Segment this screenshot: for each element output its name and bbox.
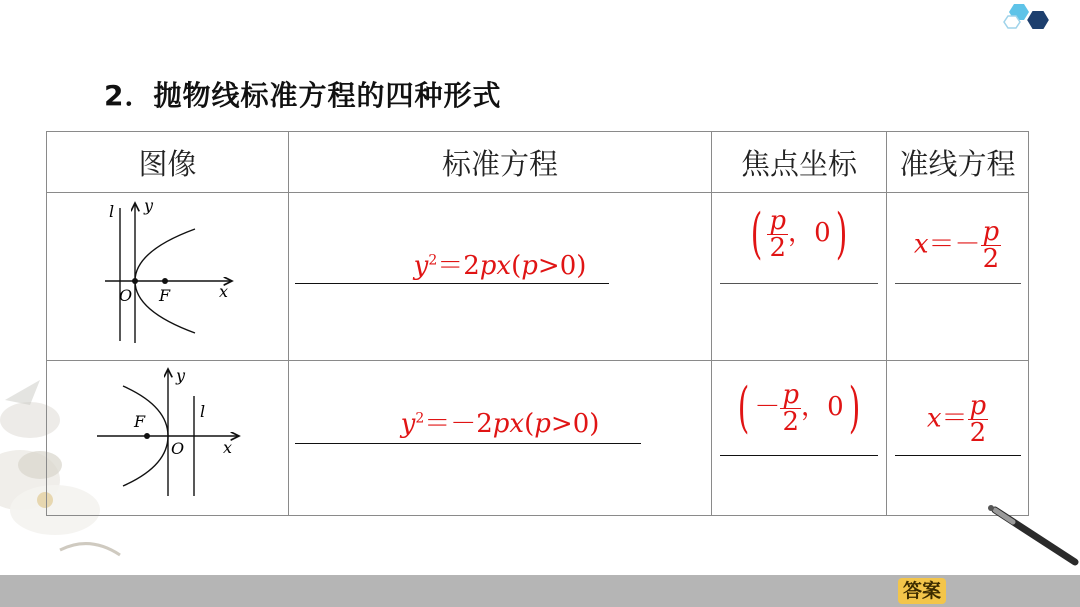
label-l: l: [200, 402, 206, 421]
parabola-right-graph: [47, 193, 287, 359]
directrix-answer: x＝ $\frac{p}{2}$: [926, 391, 987, 448]
parabola-left-graph: [47, 361, 287, 514]
directrix-cell: [887, 361, 1029, 516]
header-focus: 焦点坐标: [712, 132, 887, 193]
answer-button[interactable]: 答案: [898, 578, 946, 604]
header-directrix: 准线方程: [887, 132, 1029, 193]
answer-blank: [895, 283, 1021, 284]
focus-answer: ( $\frac{p}{2}$ ，0): [751, 202, 847, 265]
focus-cell: [712, 361, 887, 516]
equation-answer: $y^2=-2px(p>0)$: [400, 409, 600, 439]
label-focus: F: [134, 412, 146, 431]
equation-answer: $y^2=2px(p>0)$: [413, 251, 587, 281]
label-origin: O: [171, 439, 185, 458]
label-focus: F: [159, 286, 171, 305]
focus-answer: ( － $\frac{p}{2}$ ，0): [738, 376, 860, 439]
graph-cell: [47, 193, 289, 361]
brush-pen-icon: [985, 500, 1080, 580]
table-row: [47, 193, 1029, 361]
label-x: x: [223, 438, 233, 457]
label-l: l: [109, 202, 115, 221]
equation-cell: [289, 193, 712, 361]
label-origin: O: [119, 286, 133, 305]
table-row: [47, 361, 1029, 516]
graph-cell: [47, 361, 289, 516]
equation-cell: [289, 361, 712, 516]
label-y: y: [176, 366, 186, 385]
label-x: x: [219, 282, 229, 301]
directrix-answer: x＝－ $\frac{p}{2}$: [913, 217, 1000, 274]
answer-blank: [295, 283, 609, 284]
label-y: y: [144, 196, 154, 215]
answer-blank: [720, 283, 878, 284]
header-graph: 图像: [47, 132, 289, 193]
hexagon-logo-icon: [1000, 0, 1060, 40]
parabola-table: [46, 131, 1029, 516]
answer-blank: [895, 455, 1021, 456]
page-title: 2．抛物线标准方程的四种形式: [104, 79, 502, 112]
focus-cell: [712, 193, 887, 361]
table-header-row: [47, 132, 1029, 193]
answer-blank: [295, 443, 641, 444]
directrix-cell: [887, 193, 1029, 361]
header-equation: 标准方程: [289, 132, 712, 193]
answer-blank: [720, 455, 878, 456]
